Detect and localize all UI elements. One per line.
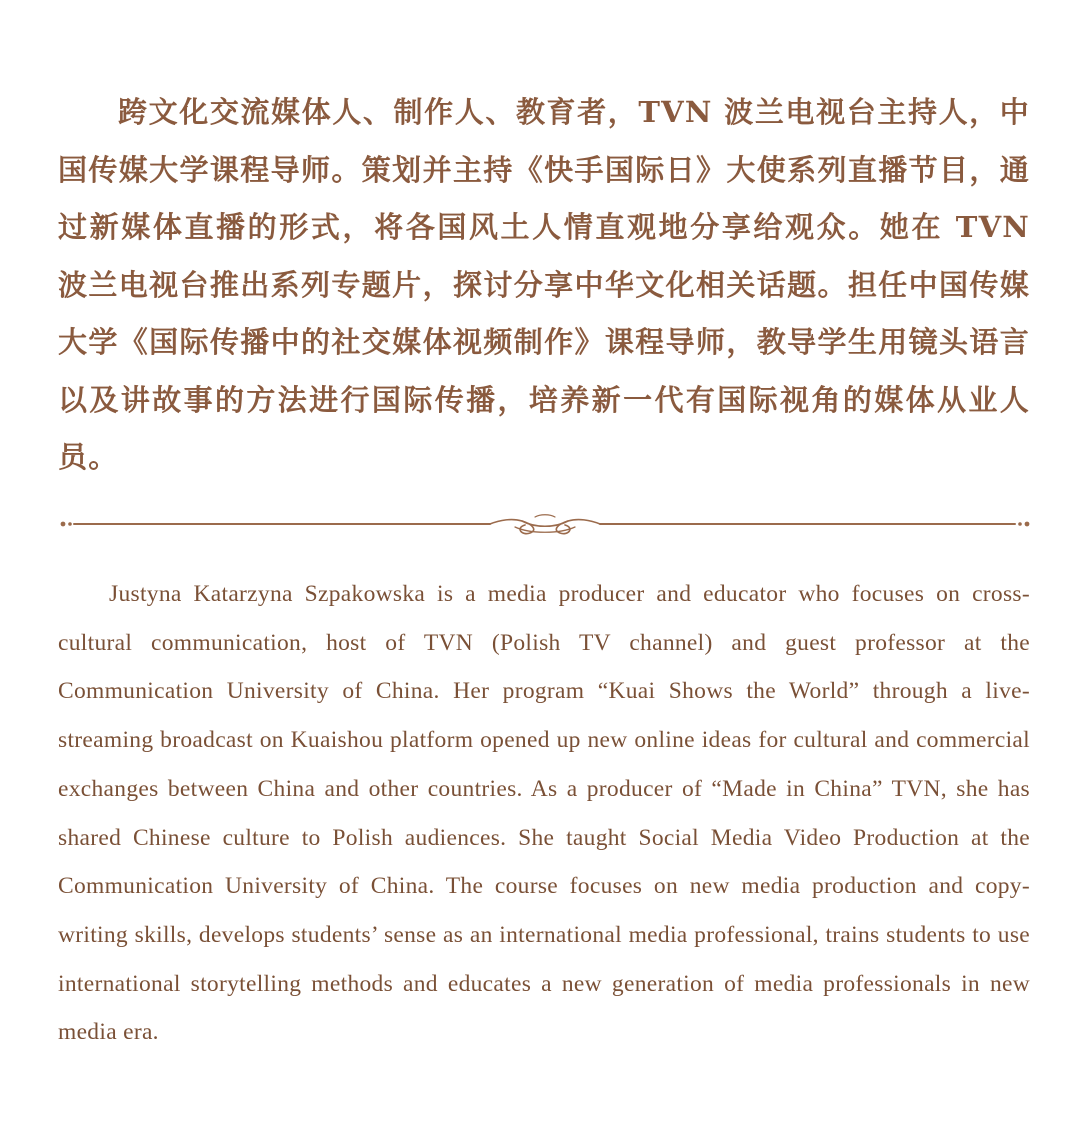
english-biography-paragraph: Justyna Katarzyna Szpakowska is a media producer and educator who focuses on cross-cultural communication, host of TVN (Polish TV channel) and guest professor at the Communication University of China. Her program “Kuai Shows the World” through a live-streaming broadcast on Kuaishou platform opened up new online ideas for cultural and commercial exchanges between China and other countries. As a producer of “Made in China” TVN, she has shared Chinese culture to Polish audiences. She taught Social Media Video Production at the Communication University of China. The course focuses on new media production and copy-writing skills, develops students’ sense as an international media professional, trains students to use international storytelling methods and educates a new generation of media professionals in new media era. [58,581,1030,1046]
flourish-divider-icon [60,508,1030,540]
chinese-biography-paragraph: 跨文化交流媒体人、制作人、教育者，TVN 波兰电视台主持人，中国传媒大学课程导师。策划并主持《快手国际日》大使系列直播节目，通过新媒体直播的形式，将各国风土人情直观地分享给观众。她在 TVN 波兰电视台推出系列专题片，探讨分享中华文化相关话题。担任中国传媒大学《国际传播中的社交媒体视频制作》课程导师，教导学生用镜头语言以及讲故事的方法进行国际传播，培养新一代有国际视角的媒体从业人员。 [58,95,1030,474]
